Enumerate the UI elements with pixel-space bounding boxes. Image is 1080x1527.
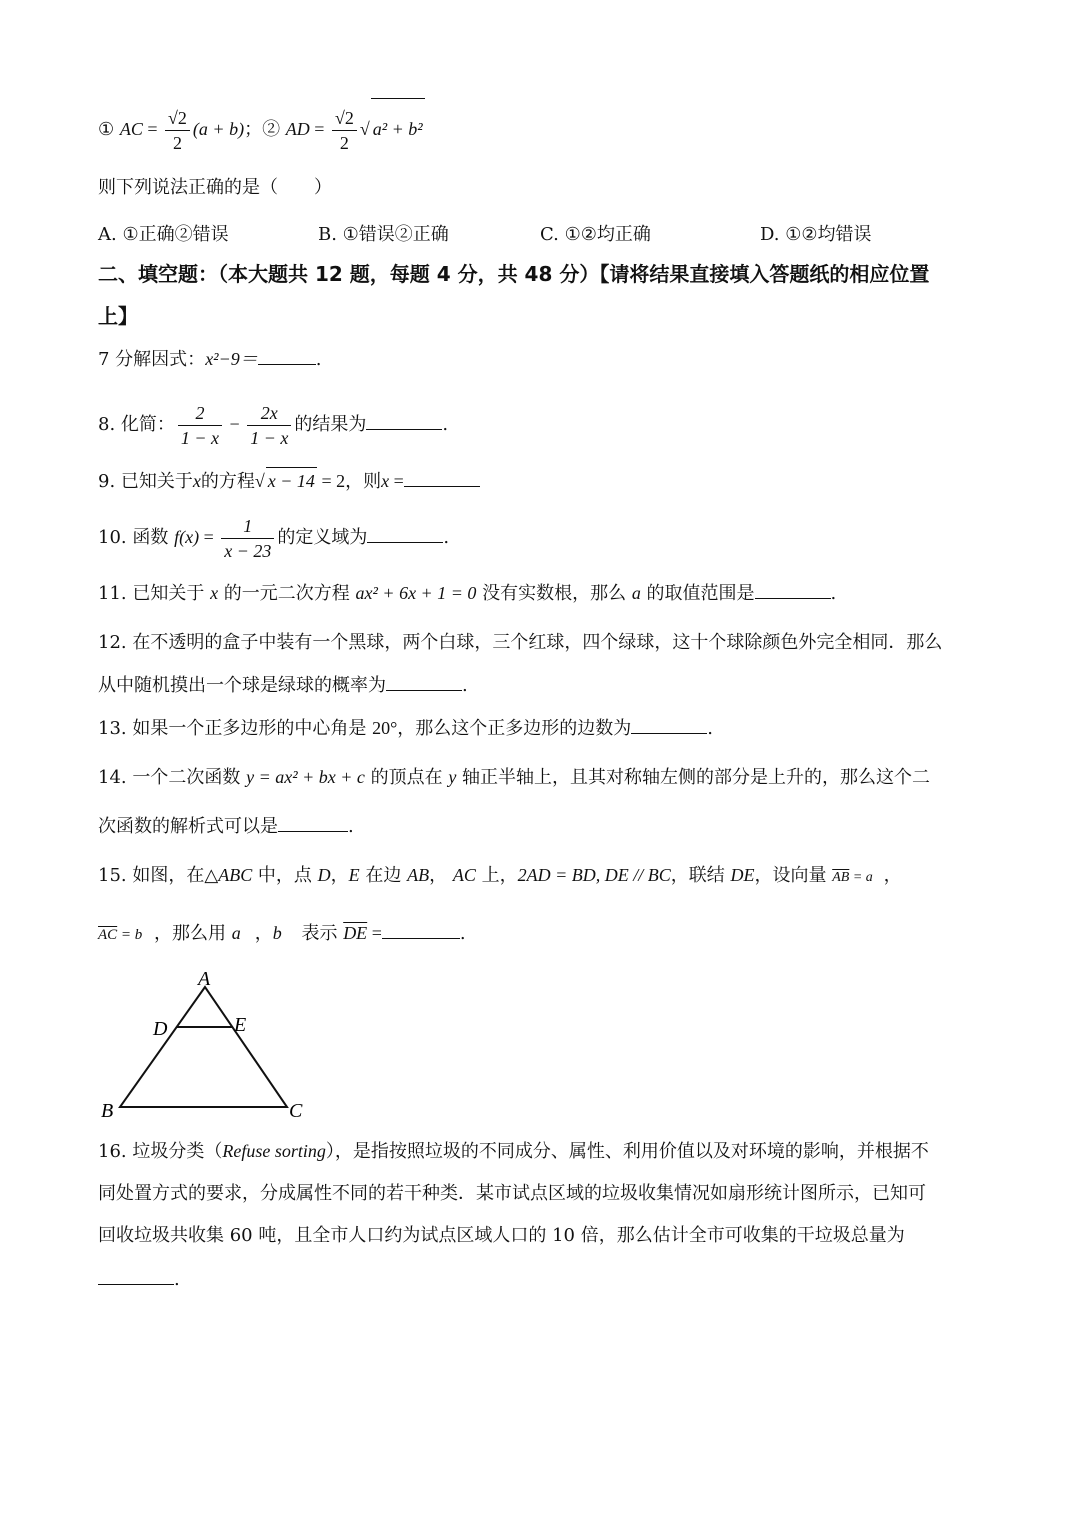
question-11	[98, 580, 836, 607]
q15-text: 在边	[359, 865, 408, 886]
answer-blank[interactable]	[631, 715, 707, 734]
fraction-numerator: 1	[221, 514, 274, 539]
option-b: B. ①错误②正确	[318, 224, 449, 245]
question-15-line1	[98, 862, 902, 891]
q12-text: 从中随机摸出一个球是绿球的概率为	[98, 675, 386, 696]
minus-sign: −	[225, 414, 245, 434]
label-b: B	[101, 1100, 114, 1122]
q7-expression: x²−9＝	[205, 349, 258, 369]
option-c: C. ①②均正确	[540, 224, 651, 245]
q16-text: 16. 垃圾分类（	[98, 1141, 223, 1162]
triangle-abc: △ABC	[204, 865, 253, 885]
answer-blank[interactable]	[367, 524, 443, 543]
q14-prefix: 14. 一个二次函数	[98, 767, 247, 788]
q9-equation-rest: = 2，则	[316, 471, 382, 491]
fraction	[221, 514, 274, 563]
question-16-line1	[98, 1138, 929, 1165]
q15-text: ，那么用	[153, 923, 232, 944]
q6-statements	[98, 98, 425, 158]
fraction-denominator: 2	[339, 132, 349, 153]
side-ac: AC	[452, 865, 476, 885]
segment-de: DE	[730, 865, 755, 885]
quadratic-function: y = ax² + bx + c	[246, 767, 365, 787]
english-term: Refuse sorting	[222, 1141, 326, 1161]
angle-value: 20°	[372, 718, 398, 738]
fraction-numerator: 2	[178, 401, 222, 426]
option-d: D. ①②均错误	[760, 224, 872, 245]
vector-a: a⃗	[231, 923, 255, 943]
question-12-line2	[98, 672, 468, 699]
question-8	[98, 397, 448, 451]
equals-sign: =	[199, 527, 219, 547]
equals-sign: =	[309, 119, 329, 139]
question-10	[98, 510, 449, 564]
radicand: x − 14	[266, 467, 317, 494]
period: .	[443, 527, 450, 548]
sqrt2-over-2-fraction	[165, 106, 190, 155]
q15-prefix: 15. 如图，在	[98, 865, 205, 886]
q10-text: 的定义域为	[277, 527, 368, 548]
q15-text: 表示	[295, 923, 344, 944]
fraction-2	[247, 401, 291, 450]
period: .	[315, 349, 322, 370]
answer-blank[interactable]	[755, 580, 831, 599]
question-13	[98, 715, 713, 742]
statement-2-label: ②	[262, 119, 286, 140]
answer-blank[interactable]	[382, 920, 460, 939]
period: .	[707, 718, 714, 739]
answer-blank[interactable]	[258, 346, 316, 365]
period: .	[459, 923, 466, 944]
radical-sign: √	[359, 119, 370, 139]
fraction-denominator: 1 − x	[250, 427, 289, 448]
q14-text: 次函数的解析式可以是	[98, 816, 278, 837]
vector-ac: $\overline{AC}$	[98, 927, 118, 943]
variable-y: y	[448, 767, 457, 787]
q13-text: ，那么这个正多边形的边数为	[397, 718, 632, 739]
question-15-line2	[98, 920, 466, 948]
question-16-line4	[98, 1266, 180, 1293]
equals-sign: =	[389, 471, 404, 491]
period: .	[348, 816, 354, 837]
q13-prefix: 13. 如果一个正多边形的中心角是	[98, 718, 373, 739]
answer-blank[interactable]	[404, 468, 480, 487]
q15-text: ，	[254, 923, 273, 944]
fraction-numerator: √2	[332, 106, 357, 131]
q16-text: ），是指按照垃圾的不同成分、属性、利用价值以及对环境的影响，并根据不	[325, 1141, 929, 1162]
q15-text: ，设向量	[754, 865, 833, 886]
q14-text: 轴正半轴上，且其对称轴左侧的部分是上升的，那么这个二	[456, 767, 931, 788]
label-e: E	[234, 1014, 247, 1036]
fraction-denominator: x − 23	[224, 540, 272, 561]
q15-text: ，联结	[670, 865, 731, 886]
q7-prefix: 7 分解因式：	[98, 349, 206, 370]
label-a: A	[198, 968, 211, 990]
statement-1-rhs: (a + b)	[192, 119, 245, 139]
q14-text: 的顶点在	[364, 767, 449, 788]
triangle-abc-shape	[120, 987, 287, 1107]
q15-text: ，	[429, 865, 453, 886]
triangle-figure	[95, 965, 325, 1125]
q11-text: 的一元二次方程	[218, 583, 356, 604]
function-name: f(x)	[174, 527, 200, 547]
option-a: A. ①正确②错误	[98, 224, 229, 245]
radical-sign: √	[254, 471, 265, 491]
point-d: D	[317, 865, 331, 885]
q15-text: ，	[330, 865, 349, 886]
question-16-line2: 同处置方式的要求，分成属性不同的若干种类．某市试点区域的垃圾收集情况如扇形统计图所示，已知可	[98, 1183, 926, 1204]
variable-a: a	[631, 583, 641, 603]
vector-de: $\overline{DE}$	[343, 923, 368, 943]
label-d: D	[153, 1018, 168, 1040]
equals-sign: =	[142, 119, 163, 139]
variable-x: x	[210, 583, 219, 603]
q11-text: 的取值范围是	[640, 583, 755, 604]
sqrt2-over-2-fraction	[332, 106, 357, 155]
period: .	[830, 583, 837, 604]
question-9	[98, 467, 480, 495]
q10-prefix: 10. 函数	[98, 527, 175, 548]
separator: ；	[244, 119, 263, 140]
equals-sign: =	[367, 923, 382, 943]
period: .	[174, 1269, 180, 1290]
point-e: E	[348, 865, 360, 885]
answer-blank[interactable]	[366, 411, 442, 430]
q15-text: 中，点	[252, 865, 318, 886]
section-header-line2: 上】	[98, 304, 138, 328]
question-12-line1: 12. 在不透明的盒子中装有一个黑球，两个白球，三个红球，四个绿球，这十个球除颜色外完全相同．那么	[98, 632, 943, 653]
section-header-line1: 二、填空题：（本大题共 12 题，每题 4 分，共 48 分）【请将结果直接填入答题纸的相应位置	[98, 262, 930, 286]
vector-equation: = a⃗	[849, 870, 884, 885]
q8-text: 的结果为	[294, 414, 367, 435]
question-7	[98, 346, 321, 373]
period: .	[442, 414, 449, 435]
vector-b: b⃗	[272, 923, 296, 943]
fraction-1	[178, 401, 222, 450]
q11-text: 没有实数根，那么	[476, 583, 632, 604]
vector-equation: = b⃗	[117, 927, 154, 943]
period: .	[462, 675, 468, 696]
fraction-numerator: 2x	[247, 401, 291, 426]
answer-blank[interactable]	[278, 813, 348, 832]
q6-stem: 则下列说法正确的是（ ）	[98, 177, 332, 198]
variable-x: x	[192, 471, 201, 491]
q9-text: 的方程	[200, 471, 255, 492]
answer-blank[interactable]	[386, 672, 462, 691]
question-14-line2	[98, 813, 354, 840]
q9-prefix: 9. 已知关于	[98, 471, 193, 492]
side-ab: AB	[407, 865, 430, 885]
vector-ab: $\overline{AB}$	[832, 870, 850, 885]
q8-prefix: 8. 化简：	[98, 414, 175, 435]
variable-x: x	[381, 471, 390, 491]
question-14-line1	[98, 764, 930, 791]
fraction-numerator: √2	[165, 106, 190, 131]
q15-condition: 2AD = BD, DE // BC	[517, 865, 671, 885]
fraction-denominator: 1 − x	[180, 427, 220, 448]
label-c: C	[289, 1100, 303, 1122]
statement-2-lhs: AD	[285, 119, 310, 139]
quadratic-equation: ax² + 6x + 1 = 0	[355, 583, 477, 603]
statement-2-radicand: a² + b²	[371, 98, 425, 159]
statement-1-lhs: AC	[119, 119, 143, 139]
q11-prefix: 11. 已知关于	[98, 583, 211, 604]
fraction-denominator: 2	[172, 132, 182, 153]
statement-1-label: ①	[98, 119, 120, 140]
answer-blank[interactable]	[98, 1266, 174, 1285]
q15-text: ，	[883, 865, 902, 886]
question-16-line3: 回收垃圾共收集 60 吨，且全市人口约为试点区域人口的 10 倍，那么估计全市可收集的干垃圾总量为	[98, 1225, 905, 1246]
q15-text: 上，	[475, 865, 518, 886]
